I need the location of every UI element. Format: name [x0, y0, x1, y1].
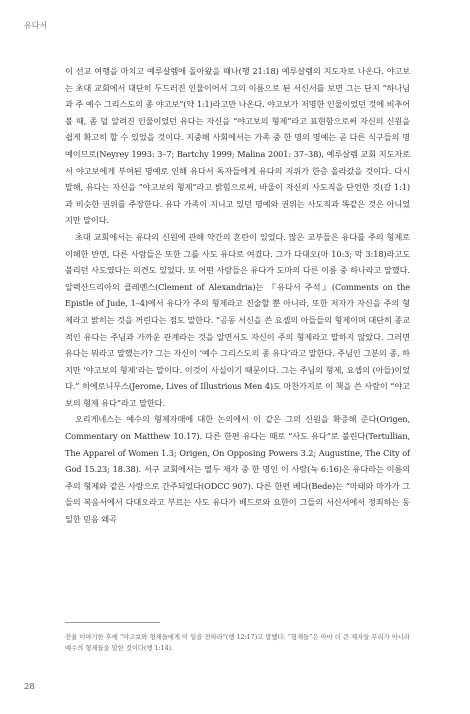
- footnote-divider: [65, 622, 160, 623]
- paragraph-2: 초대 교회에서는 유다의 신원에 관해 약간의 혼란이 있었다. 많은 교부들은 유다를 주의 형제로 이해한 반면, 다른 사람들은 또한 그를 사도 유다로 여겼다. 그가 다대오(마 10:3; 막 3:18)라고도 불리던 사도였다는 의견도 있었다. 또 어떤 사람들은 유다가 도마의 다른 이름 중 하나라고 말했다. 알렉산드리아의 클레멘스(Clement of Alexandria)는 『유다서 주석』(Comments on the Epistle of Jude, 1–4)에서 유다가 주의 형제라고 진술할 뿐 아니라, 또한 저자가 자신을 주의 형제라고 밝히는 것을 꺼린다는 점도 말한다. “공동 서신을 쓴 요셉의 아들들의 형제이며 대단히 종교적인 유다는 주님과 가까운 관계라는 것을 알면서도 자신이 주의 형제라고 말하지 않았다. 그러면 유다는 뭐라고 말했는가? 그는 자신이 ‘예수 그리스도의 종 유다’라고 말한다. 주님인 그분의 종, 하지만 ‘야고보의 형제’라는 말이다. 이것이 사실이기 때문이다. 그는 주님의 형제, 요셉의 (아들)이었다.” 히에로니무스(Jerome, Lives of Illustrious Men 4)도 마찬가지로 이 책을 쓴 사람이 “야고보의 형제 유다”라고 말한다.: [65, 231, 410, 408]
- page-number: 28: [24, 682, 35, 692]
- paragraph-1: 이 선교 여행을 마치고 예루살렘에 돌아왔을 때나(행 21:18) 예루살렘의 지도자로 나온다. 야고보는 초대 교회에서 대단히 두드러진 인물이어서 그의 이름으로 된 서신서를 보면 그는 단지 “하나님과 주 예수 그리스도의 종 야고보”(약 1:1)라고만 나온다. 야고보가 저명한 인물이었던 것에 비추어 볼 때, 좀 덜 알려진 인물이었던 유다는 자신을 “야고보의 형제”라고 표현함으로써 자신의 신원을 쉽게 확고히 할 수 있었을 것이다. 지중해 사회에서는 가족 중 한 명의 명예는 곧 다른 식구들의 명예이므로(Neyrey 1993: 3–7; Bartchy 1999; Malina 2001: 37–38), 예루살렘 교회 지도자로서 야고보에게 부여된 명예로 인해 유다서 독자들에게 유다의 지위가 한층 올라갔을 것이다. 다시 말해, 유다는 자신을 “야고보의 형제”라고 밝힘으로써, 바울이 자신의 사도직을 단언한 것(갈 1:1)과 비슷한 권위를 주장한다. 유다 가족이 지니고 있던 명예와 권위는 사도직과 똑같은 것은 아니었지만 말이다.: [65, 66, 410, 226]
- paragraph-3: 오리게네스는 예수의 형제자매에 대한 논의에서 이 같은 그의 신원을 확증해 준다(Origen, Commentary on Matthew 10.17). 다른 한편 유다는 때로 “사도 유다”로 불린다(Tertullian, The Apparel of Women 1.3; Origen, On Opposing Powers 3.2; Augustine, The City of God 15.23; 18.38). 서구 교회에서는 열두 제자 중 한 명인 이 사람(눅 6:16)은 유다라는 이름의 주의 형제와 같은 사람으로 간주되었다(ODCC 907). 다른 한편 베다(Bede)는 “마태와 마가가 그들의 복음서에서 다대오라고 부르는 사도 유다가 베드로와 요한이 그들의 서신서에서 정죄하는 동일한 믿음 왜곡: [65, 414, 410, 525]
- running-head: 유다서: [24, 21, 48, 30]
- body-text: [65, 63, 410, 528]
- footnote: 전율 이야기한 후에 “야고보와 형제들에게 이 일을 전하라”(행 12:17)고 말했다. “형제들”은 아마 더 큰 제자들 무리가 아니라 예수의 형제들을 말한 것이다(행 1:14).: [65, 634, 410, 652]
